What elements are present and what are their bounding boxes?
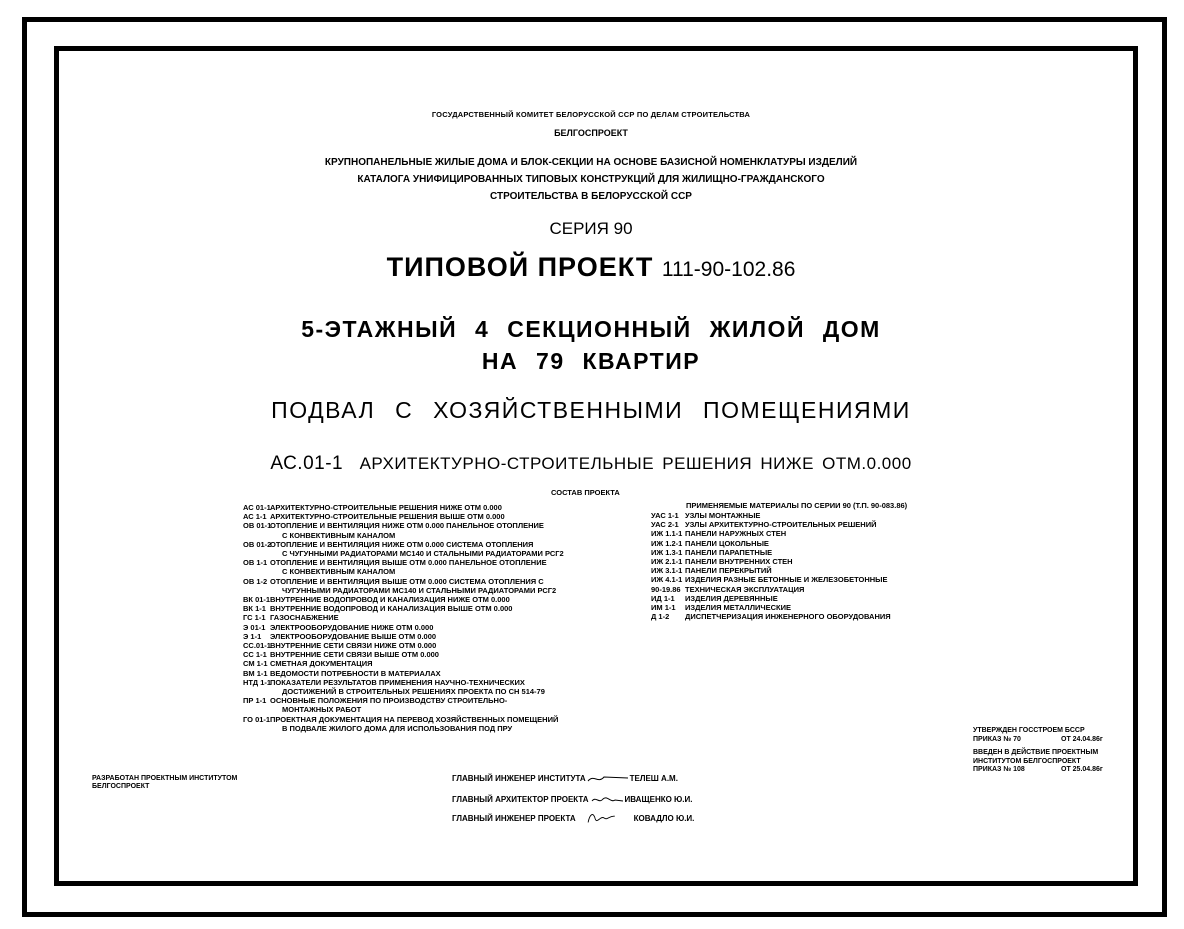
order-1-date: ОТ 24.04.86г <box>1061 735 1103 743</box>
list-item: С КОНВЕКТИВНЫМ КАНАЛОМ <box>282 567 396 577</box>
enacted-line-1: ВВЕДЕН В ДЕЙСТВИЕ ПРОЕКТНЫМ <box>973 749 1099 756</box>
description-line: СТРОИТЕЛЬСТВА В БЕЛОРУССКОЙ ССР <box>490 191 692 202</box>
project-title <box>54 252 1128 283</box>
list-item: ИЖ 1.3-1 ПАНЕЛИ ПАРАПЕТНЫЕ <box>651 547 773 557</box>
composition-right-list <box>651 511 891 621</box>
list-item: ИД 1-1 ИЗДЕЛИЯ ДЕРЕВЯННЫЕ <box>651 593 778 603</box>
list-item: ОВ 01-2 ОТОПЛЕНИЕ И ВЕНТИЛЯЦИЯ НИЖЕ ОТМ 0.000 СИСТЕМА ОТОПЛЕНИЯ <box>243 539 534 549</box>
basement-title: ПОДВАЛ С ХОЗЯЙСТВЕННЫМИ ПОМЕЩЕНИЯМИ <box>271 397 911 423</box>
list-item: С КОНВЕКТИВНЫМ КАНАЛОМ <box>282 530 396 540</box>
section-name: АРХИТЕКТУРНО-СТРОИТЕЛЬНЫЕ РЕШЕНИЯ НИЖЕ ОТМ.0.000 <box>359 454 912 473</box>
list-item: Э 1-1 ЭЛЕКТРООБОРУДОВАНИЕ ВЫШЕ ОТМ 0.000 <box>243 631 437 641</box>
list-item: В ПОДВАЛЕ ЖИЛОГО ДОМА ДЛЯ ИСПОЛЬЗОВАНИЯ ПОД ПРУ <box>282 723 513 733</box>
signature-mark <box>586 770 630 786</box>
house-title-line-2: НА 79 КВАРТИР <box>481 348 701 374</box>
composition-left-list <box>243 503 564 733</box>
list-item: ВМ 1-1 ВЕДОМОСТИ ПОТРЕБНОСТИ В МАТЕРИАЛАХ <box>243 668 441 678</box>
list-item: ОВ 1-1 ОТОПЛЕНИЕ И ВЕНТИЛЯЦИЯ ВЫШЕ ОТМ 0.000 ПАНЕЛЬНОЕ ОТОПЛЕНИЕ <box>243 558 547 568</box>
project-number: 111-90-102.86 <box>661 258 796 281</box>
list-item: УАС 1-1 УЗЛЫ МОНТАЖНЫЕ <box>651 511 761 520</box>
signature-role: ГЛАВНЫЙ ИНЖЕНЕР ПРОЕКТА <box>452 813 576 823</box>
committee-line: ГОСУДАРСТВЕННЫЙ КОМИТЕТ БЕЛОРУССКОЙ ССР ПО ДЕЛАМ СТРОИТЕЛЬСТВА <box>431 110 751 119</box>
series-label: СЕРИЯ 90 <box>549 219 633 238</box>
section-title <box>54 453 1128 475</box>
house-title-line-1: 5-ЭТАЖНЫЙ 4 СЕКЦИОННЫЙ ЖИЛОЙ ДОМ <box>301 316 881 342</box>
signature-role: ГЛАВНЫЙ АРХИТЕКТОР ПРОЕКТА <box>452 794 589 804</box>
order-1-label: ПРИКАЗ № 70 <box>973 735 1021 743</box>
list-item: ДОСТИЖЕНИЙ В СТРОИТЕЛЬНЫХ РЕШЕНИЯХ ПРОЕКТА ПО СН 514-79 <box>282 687 545 697</box>
signature-name: ТЕЛЕШ А.М. <box>629 773 678 783</box>
signature-name: ИВАЩЕНКО Ю.И. <box>624 794 693 804</box>
list-item: 90-19.86 ТЕХНИЧЕСКАЯ ЭКСПЛУАТАЦИЯ <box>651 584 805 594</box>
list-item: ИЖ 4.1-1 ИЗДЕЛИЯ РАЗНЫЕ БЕТОННЫЕ И ЖЕЛЕЗОБЕТОННЫЕ <box>651 575 888 585</box>
list-item: СС 1-1 ВНУТРЕННИЕ СЕТИ СВЯЗИ ВЫШЕ ОТМ 0.000 <box>243 650 439 660</box>
list-item: АС 1-1 АРХИТЕКТУРНО-СТРОИТЕЛЬНЫЕ РЕШЕНИЯ ВЫШЕ ОТМ 0.000 <box>243 512 505 522</box>
list-item: НТД 1-1 ПОКАЗАТЕЛИ РЕЗУЛЬТАТОВ ПРИМЕНЕНИЯ НАУЧНО-ТЕХНИЧЕСКИХ <box>243 677 525 687</box>
project-type-label: ТИПОВОЙ ПРОЕКТ <box>386 252 654 282</box>
list-item: ИЖ 1.1-1 ПАНЕЛИ НАРУЖНЫХ СТЕН <box>651 529 787 539</box>
signature-row <box>452 791 693 807</box>
list-item: ГС 1-1 ГАЗОСНАБЖЕНИЕ <box>243 613 339 623</box>
description-line: КАТАЛОГА УНИФИЦИРОВАННЫХ ТИПОВЫХ КОНСТРУКЦИЙ ДЛЯ ЖИЛИЩНО-ГРАЖДАНСКОГО <box>357 174 825 185</box>
list-item: АС 01-1 АРХИТЕКТУРНО-СТРОИТЕЛЬНЫЕ РЕШЕНИЯ НИЖЕ ОТМ 0.000 <box>243 503 502 512</box>
list-item: ОВ 01-1 ОТОПЛЕНИЕ И ВЕНТИЛЯЦИЯ НИЖЕ ОТМ 0.000 ПАНЕЛЬНОЕ ОТОПЛЕНИЕ <box>243 521 544 531</box>
developer-line-1: РАЗРАБОТАН ПРОЕКТНЫМ ИНСТИТУТОМ <box>92 775 238 782</box>
signature-row <box>452 810 694 826</box>
list-item: С ЧУГУННЫМИ РАДИАТОРАМИ МС140 И СТАЛЬНЫМИ РАДИАТОРАМИ РСГ2 <box>282 549 564 559</box>
list-item: ПР 1-1 ОСНОВНЫЕ ПОЛОЖЕНИЯ ПО ПРОИЗВОДСТВУ СТРОИТЕЛЬНО- <box>243 696 508 706</box>
list-item: МОНТАЖНЫХ РАБОТ <box>282 705 362 715</box>
list-item: ИЖ 1.2-1 ПАНЕЛИ ЦОКОЛЬНЫЕ <box>651 538 769 548</box>
order-2-date: ОТ 25.04.86г <box>1061 766 1103 773</box>
developer-line-2: БЕЛГОСПРОЕКТ <box>92 783 150 790</box>
composition-heading: СОСТАВ ПРОЕКТА <box>551 488 620 497</box>
list-item: ОВ 1-2 ОТОПЛЕНИЕ И ВЕНТИЛЯЦИЯ ВЫШЕ ОТМ 0.000 СИСТЕМА ОТОПЛЕНИЯ С <box>243 576 544 586</box>
signature-row <box>452 770 678 786</box>
list-item: УАС 2-1 УЗЛЫ АРХИТЕКТУРНО-СТРОИТЕЛЬНЫХ РЕШЕНИЙ <box>651 520 877 530</box>
list-item: СС.01-1 ВНУТРЕННИЕ СЕТИ СВЯЗИ НИЖЕ ОТМ 0.000 <box>243 641 437 651</box>
signature-role: ГЛАВНЫЙ ИНЖЕНЕР ИНСТИТУТА <box>452 773 586 783</box>
materials-heading: ПРИМЕНЯЕМЫЕ МАТЕРИАЛЫ ПО СЕРИИ 90 (Т.П. 90-083.86) <box>686 501 908 510</box>
list-item: Э 01-1 ЭЛЕКТРООБОРУДОВАНИЕ НИЖЕ ОТМ 0.000 <box>243 622 434 632</box>
project-description <box>54 154 1128 205</box>
order-2-label: ПРИКАЗ № 108 <box>973 766 1025 773</box>
enacted-line-2: ИНСТИТУТОМ БЕЛГОСПРОЕКТ <box>973 757 1081 765</box>
approval-block <box>973 727 1103 775</box>
list-item: СМ 1-1 СМЕТНАЯ ДОКУМЕНТАЦИЯ <box>243 659 373 669</box>
signature-name: КОВАДЛО Ю.И. <box>633 813 695 823</box>
list-item: ИЖ 2.1-1 ПАНЕЛИ ВНУТРЕННИХ СТЕН <box>651 557 793 567</box>
signature-mark <box>589 791 625 807</box>
list-item: Д 1-2 ДИСПЕТЧЕРИЗАЦИЯ ИНЖЕНЕРНОГО ОБОРУДОВАНИЯ <box>651 612 891 622</box>
list-item: ВК 01-1 ВНУТРЕННИЕ ВОДОПРОВОД И КАНАЛИЗАЦИЯ НИЖЕ ОТМ 0.000 <box>243 595 510 605</box>
list-item: ИЖ 3.1-1 ПАНЕЛИ ПЕРЕКРЫТИЙ <box>651 566 772 576</box>
description-line: КРУПНОПАНЕЛЬНЫЕ ЖИЛЫЕ ДОМА И БЛОК-СЕКЦИИ НА ОСНОВЕ БАЗИСНОЙ НОМЕНКЛАТУРЫ ИЗДЕЛИЙ <box>324 157 858 168</box>
approved-by: УТВЕРЖДЕН ГОССТРОЕМ БССР <box>973 727 1085 734</box>
section-code: АС.01-1 <box>270 453 344 474</box>
list-item: ЧУГУННЫМИ РАДИАТОРАМИ МС140 И СТАЛЬНЫМИ РАДИАТОРАМИ РСГ2 <box>282 585 557 595</box>
developer-block <box>92 775 237 791</box>
list-item: ВК 1-1 ВНУТРЕННИЕ ВОДОПРОВОД И КАНАЛИЗАЦИЯ ВЫШЕ ОТМ 0.000 <box>243 604 513 614</box>
list-item: ГО 01-1 ПРОЕКТНАЯ ДОКУМЕНТАЦИЯ НА ПЕРЕВОД ХОЗЯЙСТВЕННЫХ ПОМЕЩЕНИЙ <box>243 714 559 724</box>
signature-mark <box>576 810 634 826</box>
house-title <box>54 313 1128 377</box>
organization-name: БЕЛГОСПРОЕКТ <box>554 128 628 138</box>
list-item: ИМ 1-1 ИЗДЕЛИЯ МЕТАЛЛИЧЕСКИЕ <box>651 603 792 613</box>
